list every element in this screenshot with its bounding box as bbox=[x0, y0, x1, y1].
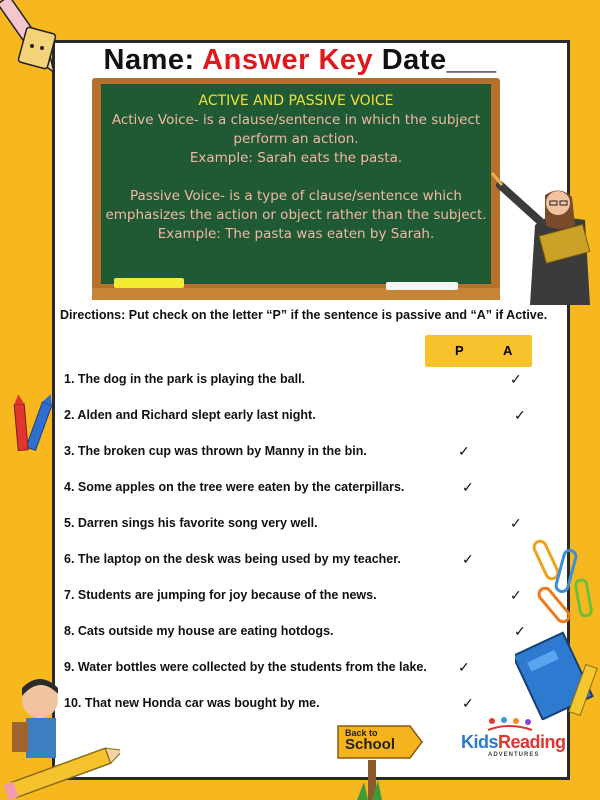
passive-check-mark[interactable]: ✓ bbox=[462, 695, 474, 711]
active-check-mark[interactable]: ✓ bbox=[510, 371, 522, 387]
yellow-chalk bbox=[114, 278, 184, 288]
passive-check-mark[interactable]: ✓ bbox=[458, 443, 470, 459]
passive-check-mark[interactable]: ✓ bbox=[462, 479, 474, 495]
passive-example: Example: The pasta was eaten by Sarah. bbox=[157, 226, 435, 242]
question-item: 7. Students are jumping for joy because of the news. bbox=[64, 588, 377, 602]
teacher-illustration bbox=[490, 155, 600, 305]
passive-check-mark[interactable]: ✓ bbox=[462, 551, 474, 567]
paper-clips-illustration bbox=[530, 530, 600, 630]
question-item: 9. Water bottles were collected by the students from the lake. bbox=[64, 660, 427, 674]
active-check-mark[interactable]: ✓ bbox=[510, 587, 522, 603]
question-item: 10. That new Honda car was bought by me. bbox=[64, 696, 320, 710]
directions-text: Directions: Put check on the letter “P” if the sentence is passive and “A” if Active. bbox=[60, 308, 548, 322]
date-label: Date___ bbox=[381, 44, 497, 76]
active-definition-2: perform an action. bbox=[233, 131, 359, 147]
eraser-chalk bbox=[386, 282, 458, 290]
logo-text bbox=[461, 732, 566, 753]
question-item: 4. Some apples on the tree were eaten by the caterpillars. bbox=[64, 480, 405, 494]
passive-definition-2: emphasizes the action or object rather than the subject. bbox=[105, 207, 487, 223]
board-title: ACTIVE AND PASSIVE VOICE bbox=[198, 93, 394, 109]
passive-check-mark[interactable]: ✓ bbox=[458, 659, 470, 675]
active-check-mark[interactable]: ✓ bbox=[514, 407, 526, 423]
answer-key-text: Answer Key bbox=[202, 44, 374, 76]
column-a-label: A bbox=[503, 343, 513, 358]
active-check-mark[interactable]: ✓ bbox=[514, 623, 526, 639]
question-item: 6. The laptop on the desk was being used by my teacher. bbox=[64, 552, 401, 566]
question-item: 3. The broken cup was thrown by Manny in the bin. bbox=[64, 444, 367, 458]
name-label: Name: bbox=[103, 44, 195, 76]
question-item: 5. Darren sings his favorite song very well. bbox=[64, 516, 318, 530]
sign-line-2: School bbox=[345, 736, 396, 753]
sign-line-1: Back to bbox=[345, 728, 378, 738]
crayons-illustration bbox=[8, 390, 58, 460]
student-on-pencil-illustration bbox=[0, 670, 120, 800]
active-example: Example: Sarah eats the pasta. bbox=[189, 150, 403, 166]
books-illustration bbox=[515, 630, 600, 720]
answer-column-header bbox=[425, 335, 532, 367]
worksheet-title bbox=[0, 44, 600, 77]
passive-definition-1: Passive Voice- is a type of clause/sentence which bbox=[130, 188, 462, 204]
active-check-mark[interactable]: ✓ bbox=[510, 515, 522, 531]
question-item: 8. Cats outside my house are eating hotdogs. bbox=[64, 624, 334, 638]
logo-kids: Kids bbox=[461, 732, 499, 752]
logo-kids-icon bbox=[484, 716, 534, 732]
question-item: 1. The dog in the park is playing the ball. bbox=[64, 372, 306, 386]
logo-reading: Reading bbox=[498, 732, 566, 752]
logo-subtitle: ADVENTURES bbox=[488, 752, 540, 758]
question-item: 2. Alden and Richard slept early last night. bbox=[64, 408, 316, 422]
column-p-label: P bbox=[455, 343, 464, 358]
chalkboard-text bbox=[101, 92, 491, 244]
active-definition-1: Active Voice- is a clause/sentence in which the subject bbox=[111, 112, 481, 128]
